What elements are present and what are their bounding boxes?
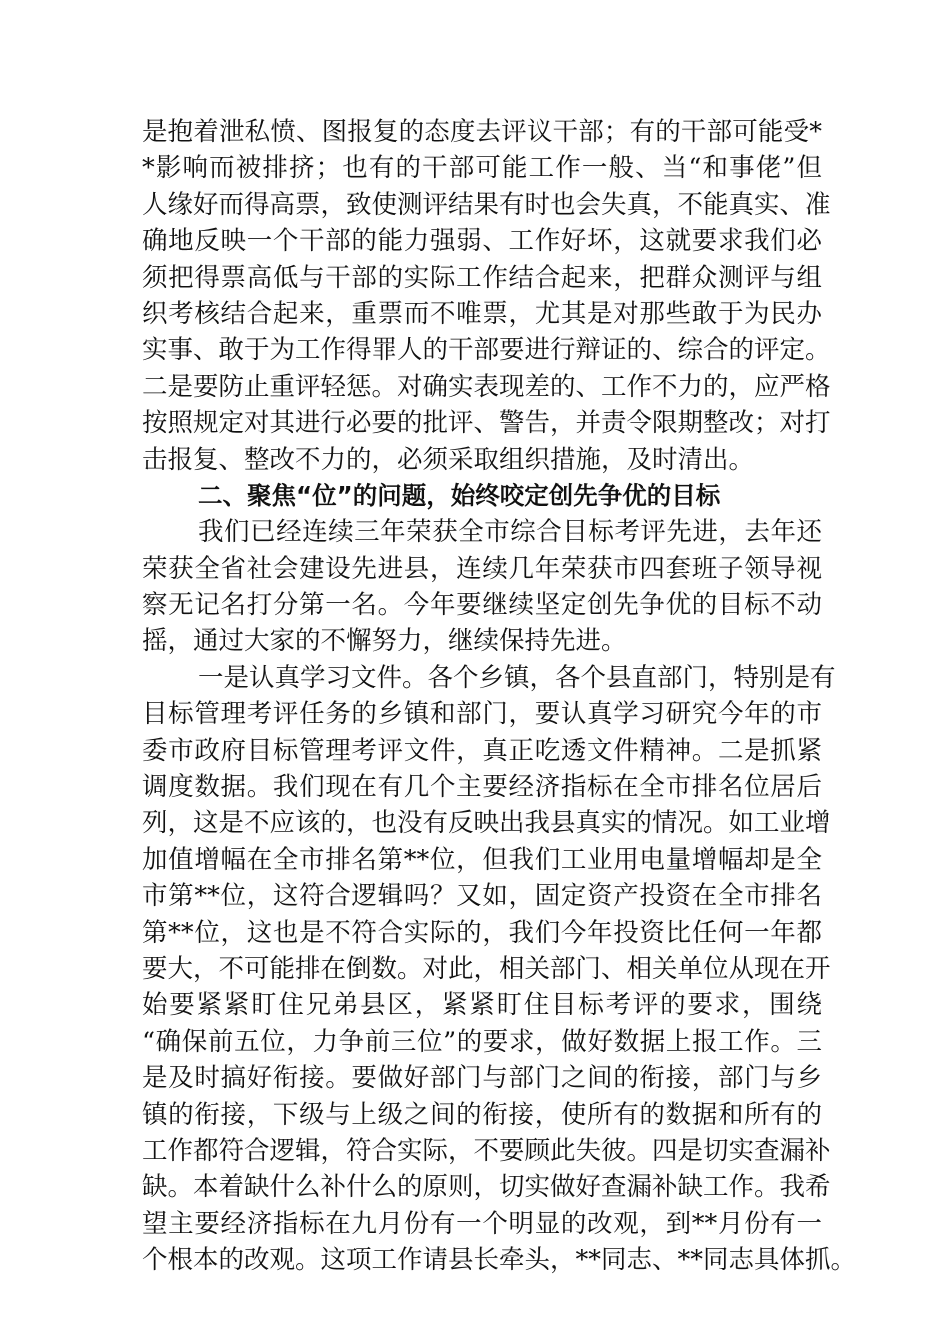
section-heading: 二、聚焦“位”的问题，始终咬定创先争优的目标 bbox=[198, 480, 721, 510]
paragraph-line: 目标管理考评任务的乡镇和部门，要认真学习研究今年的市 bbox=[142, 699, 822, 730]
paragraph-line: 须把得票高低与干部的实际工作结合起来，把群众测评与组 bbox=[142, 262, 822, 293]
paragraph-line: 荣获全省社会建设先进县，连续几年荣获市四套班子领导视 bbox=[142, 553, 822, 584]
paragraph-line: 二是要防止重评轻惩。对确实表现差的、工作不力的，应严格 bbox=[142, 371, 831, 402]
paragraph-line: 调度数据。我们现在有几个主要经济指标在全市排名位居后 bbox=[142, 772, 822, 803]
paragraph-line: 缺。本着缺什么补什么的原则，切实做好查漏补缺工作。我希 bbox=[142, 1172, 831, 1203]
paragraph-line: “确保前五位，力争前三位”的要求，做好数据上报工作。三 bbox=[142, 1026, 822, 1057]
paragraph-line: 第**位，这也是不符合实际的，我们今年投资比任何一年都 bbox=[142, 917, 822, 948]
paragraph-line: 一是认真学习文件。各个乡镇，各个县直部门，特别是有 bbox=[198, 662, 836, 693]
paragraph-line: 按照规定对其进行必要的批评、警告，并责令限期整改；对打 bbox=[142, 408, 831, 439]
paragraph-line: 要大，不可能排在倒数。对此，相关部门、相关单位从现在开 bbox=[142, 953, 831, 984]
paragraph-line: 织考核结合起来，重票而不唯票，尤其是对那些敢于为民办 bbox=[142, 298, 822, 329]
paragraph-line: 委市政府目标管理考评文件，真正吃透文件精神。二是抓紧 bbox=[142, 735, 822, 766]
paragraph-line: 镇的衔接，下级与上级之间的衔接，使所有的数据和所有的 bbox=[142, 1099, 822, 1130]
paragraph-line: 察无记名打分第一名。今年要继续坚定创先争优的目标不动 bbox=[142, 590, 822, 621]
paragraph-line: 工作都符合逻辑，符合实际，不要顾此失彼。四是切实查漏补 bbox=[142, 1135, 831, 1166]
paragraph-line: 摇，通过大家的不懈努力，继续保持先进。 bbox=[142, 626, 627, 657]
paragraph-line: 始要紧紧盯住兄弟县区，紧紧盯住目标考评的要求，围绕 bbox=[142, 990, 822, 1021]
paragraph-line: 是及时搞好衔接。要做好部门与部门之间的衔接，部门与乡 bbox=[142, 1063, 822, 1094]
paragraph-line: *影响而被排挤；也有的干部可能工作一般、当“和事佬”但 bbox=[142, 153, 822, 184]
paragraph-line: 确地反映一个干部的能力强弱、工作好坏，这就要求我们必 bbox=[142, 226, 822, 257]
document-body bbox=[142, 114, 857, 1279]
paragraph-line: 击报复、整改不力的，必须采取组织措施，及时清出。 bbox=[142, 444, 755, 475]
paragraph-line: 个根本的改观。这项工作请县长牵头，**同志、**同志具体抓。 bbox=[142, 1245, 857, 1276]
paragraph-line: 我们已经连续三年荣获全市综合目标考评先进，去年还 bbox=[198, 517, 822, 548]
paragraph-line: 人缘好而得高票，致使测评结果有时也会失真，不能真实、准 bbox=[142, 189, 831, 220]
paragraph-line: 加值增幅在全市排名第**位，但我们工业用电量增幅却是全 bbox=[142, 844, 822, 875]
paragraph-line: 望主要经济指标在九月份有一个明显的改观，到**月份有一 bbox=[142, 1208, 822, 1239]
paragraph-line: 市第**位，这符合逻辑吗？又如，固定资产投资在全市排名 bbox=[142, 881, 822, 912]
paragraph-line: 是抱着泄私愤、图报复的态度去评议干部；有的干部可能受* bbox=[142, 117, 822, 147]
paragraph-line: 实事、敢于为工作得罪人的干部要进行辩证的、综合的评定。 bbox=[142, 335, 831, 366]
paragraph-line: 列，这是不应该的，也没有反映出我县真实的情况。如工业增 bbox=[142, 808, 831, 839]
